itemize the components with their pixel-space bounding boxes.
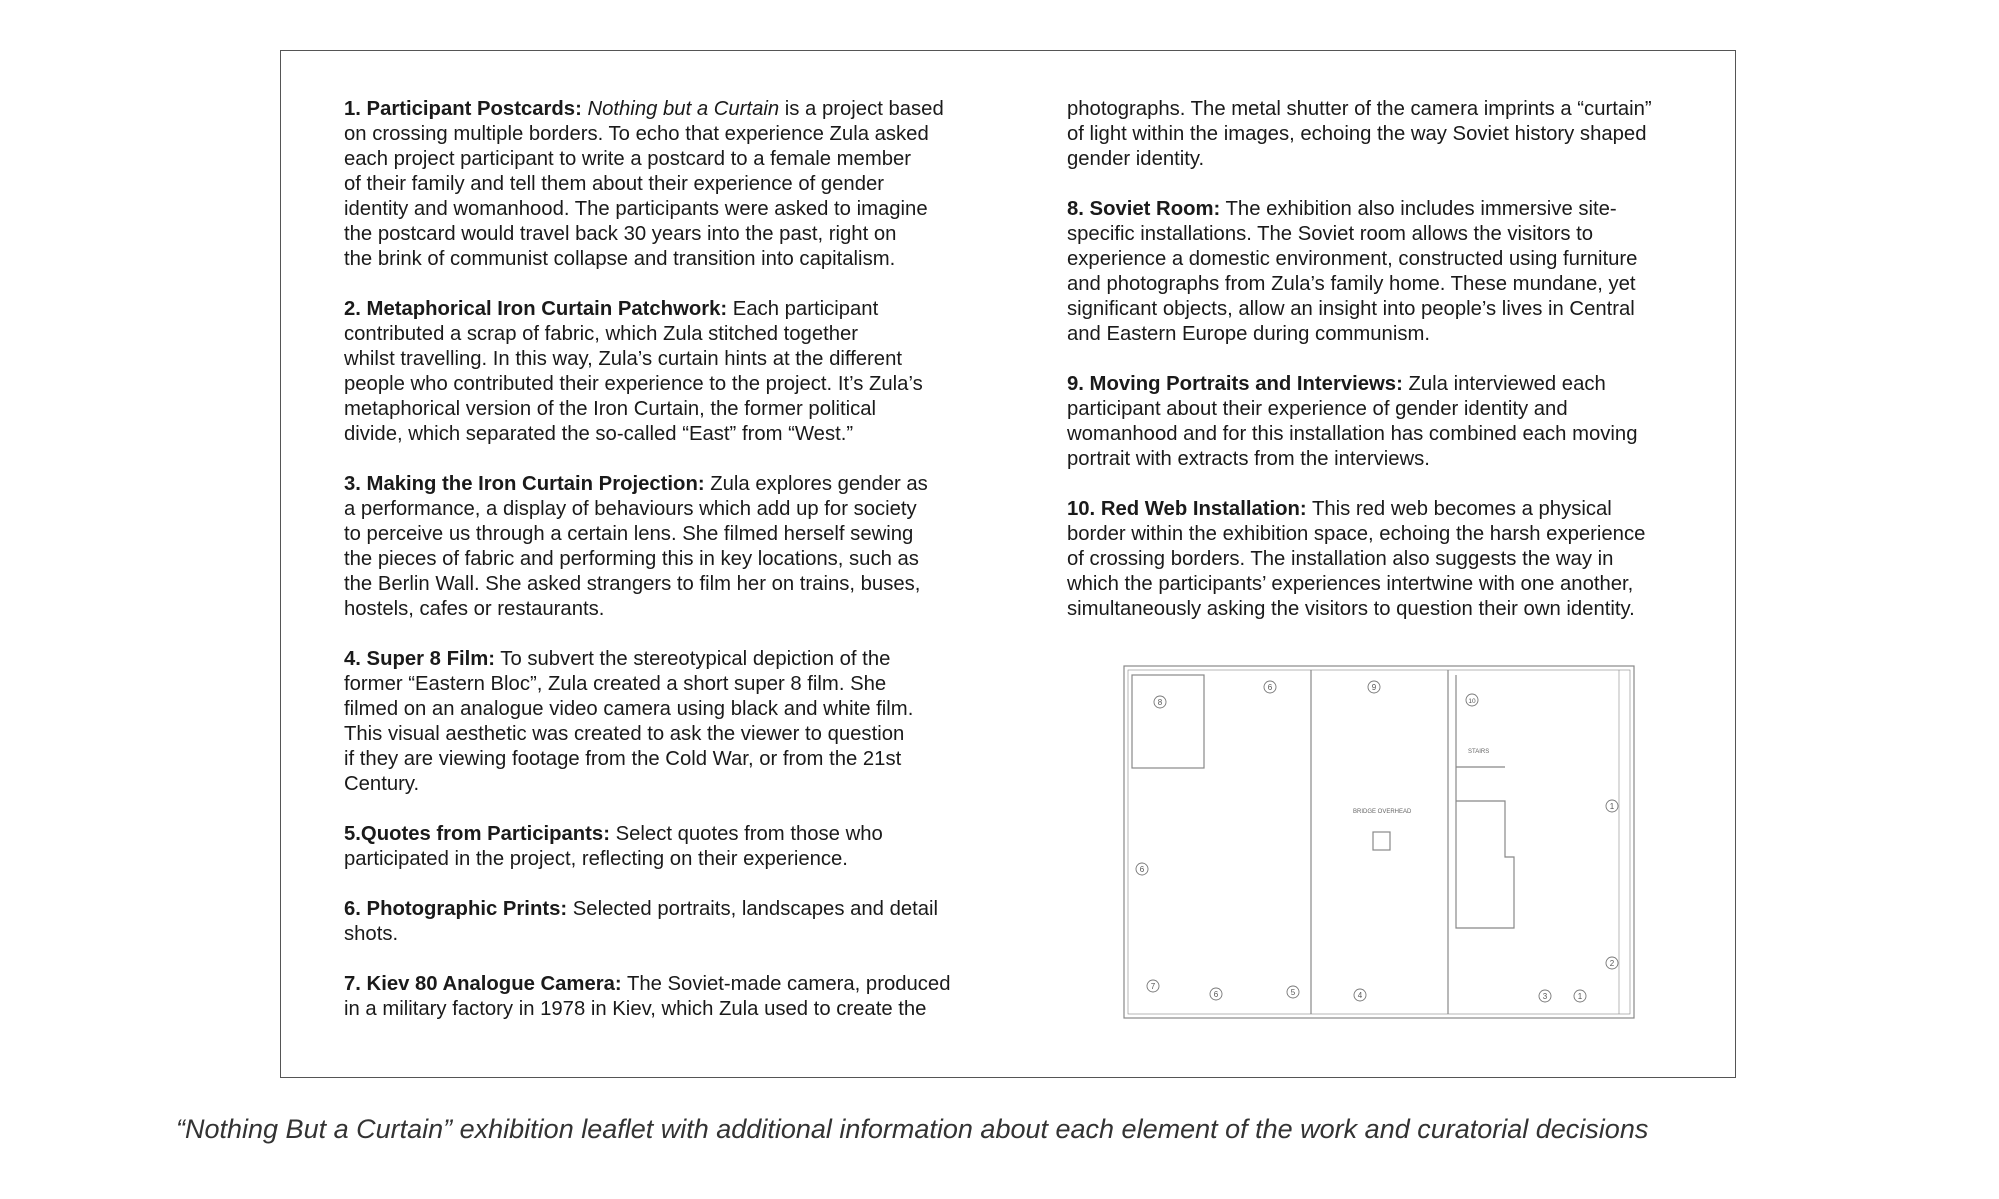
svg-text:3: 3	[1542, 992, 1548, 1001]
svg-text:1: 1	[1609, 802, 1615, 811]
item-red-web: 10. Red Web Installation: This red web becomes a physical border within the exhibition space, echoing the harsh experience of crossing borders. The installation also suggests the way in which the participants’ experiences intertwine with one another, simultaneously asking the visitors to question their own identity.	[1067, 498, 1646, 620]
plan-marker-1	[1574, 990, 1586, 1002]
svg-text:6: 6	[1139, 865, 1145, 874]
plan-outer-wall	[1124, 666, 1634, 1018]
svg-text:6: 6	[1213, 990, 1219, 999]
plan-marker-8	[1154, 696, 1166, 708]
item-iron-curtain-patchwork: 2. Metaphorical Iron Curtain Patchwork: Each participant contributed a scrap of fabric, which Zula stitched together whilst travelling. In this way, Zula’s curtain hints at the different people who contributed their experience to the project. It’s Zula’s metaphorical version of the Iron Curtain, the former political divide, which separated the so-called “East” from “West.”	[344, 298, 923, 445]
svg-text:5: 5	[1290, 988, 1296, 997]
item-photographic-prints: 6. Photographic Prints: Selected portraits, landscapes and detail shots.	[344, 898, 939, 945]
svg-text:1: 1	[1577, 992, 1583, 1001]
svg-text:2: 2	[1609, 959, 1615, 968]
plan-label-bridge: BRIDGE OVERHEAD	[1353, 809, 1412, 815]
plan-marker-7	[1147, 980, 1159, 992]
item-moving-portraits: 9. Moving Portraits and Interviews: Zula interviewed each participant about their experience of gender identity and womanhood and for this installation has combined each moving portrait with extracts from the interviews.	[1067, 373, 1638, 470]
plan-marker-1	[1606, 800, 1618, 812]
item-kiev-camera: 7. Kiev 80 Analogue Camera: The Soviet-made camera, produced in a military factory in 1978 in Kiev, which Zula used to create the	[344, 973, 951, 1020]
svg-text:8: 8	[1157, 698, 1163, 707]
item-iron-curtain-projection: 3. Making the Iron Curtain Projection: Zula explores gender as a performance, a display of behaviours which add up for society to perceive us through a certain lens. She filmed herself sewing the pieces of fabric and performing this in key locations, such as the Berlin Wall. She asked strangers to film her on trains, buses, hostels, cafes or restaurants.	[344, 473, 928, 620]
svg-text:7: 7	[1150, 982, 1156, 991]
svg-text:4: 4	[1357, 991, 1363, 1000]
svg-text:10: 10	[1468, 698, 1476, 705]
svg-text:6: 6	[1267, 683, 1273, 692]
item-kiev-camera-continued: photographs. The metal shutter of the camera imprints a “curtain” of light within the images, echoing the way Soviet history shaped gender identity.	[1067, 98, 1652, 170]
plan-stairs	[1456, 675, 1514, 928]
floor-plan	[1123, 665, 1635, 1019]
plan-marker-4	[1354, 989, 1366, 1001]
svg-text:9: 9	[1371, 683, 1377, 692]
floor-plan-drawing	[1123, 665, 1635, 1019]
item-super-8-film: 4. Super 8 Film: To subvert the stereotypical depiction of the former “Eastern Bloc”, Zula created a short super 8 film. She filmed on an analogue video camera using black and white film. This visual aesthetic was created to ask the viewer to question if they are viewing footage from the Cold War, or from the 21st Century.	[344, 648, 914, 795]
item-quotes: 5.Quotes from Participants: Select quotes from those who participated in the project, reflecting on their experience.	[344, 823, 883, 870]
plan-marker-2	[1606, 957, 1618, 969]
leaflet-left-column	[344, 97, 984, 1047]
exhibition-leaflet	[280, 50, 1736, 1078]
plan-label-stairs: STAIRS	[1468, 749, 1490, 755]
plan-marker-10	[1466, 694, 1478, 706]
plan-marker-6	[1264, 681, 1276, 693]
plan-marker-5	[1287, 986, 1299, 998]
plan-soviet-room	[1132, 675, 1204, 768]
plan-marker-6	[1210, 988, 1222, 1000]
item-soviet-room: 8. Soviet Room: The exhibition also includes immersive site- specific installations. The Soviet room allows the visitors to experience a domestic environment, constructed using furniture and photographs from Zula’s family home. These mundane, yet significant objects, allow an insight into people’s lives in Central and Eastern Europe during communism.	[1067, 198, 1638, 345]
plan-pillar	[1373, 832, 1390, 850]
item-participant-postcards: 1. Participant Postcards: Nothing but a Curtain is a project based on crossing multiple borders. To echo that experience Zula asked each project participant to write a postcard to a female member of their family and tell them about their experience of gender identity and womanhood. The participants were asked to imagine the postcard would travel back 30 years into the past, right on the brink of communist collapse and transition into capitalism.	[344, 98, 944, 270]
leaflet-right-column	[1067, 97, 1707, 647]
figure-caption: “Nothing But a Curtain” exhibition leaflet with additional information about each element of the work and curatorial decisions	[176, 1114, 1649, 1144]
plan-marker-9	[1368, 681, 1380, 693]
plan-marker-6	[1136, 863, 1148, 875]
plan-marker-3	[1539, 990, 1551, 1002]
